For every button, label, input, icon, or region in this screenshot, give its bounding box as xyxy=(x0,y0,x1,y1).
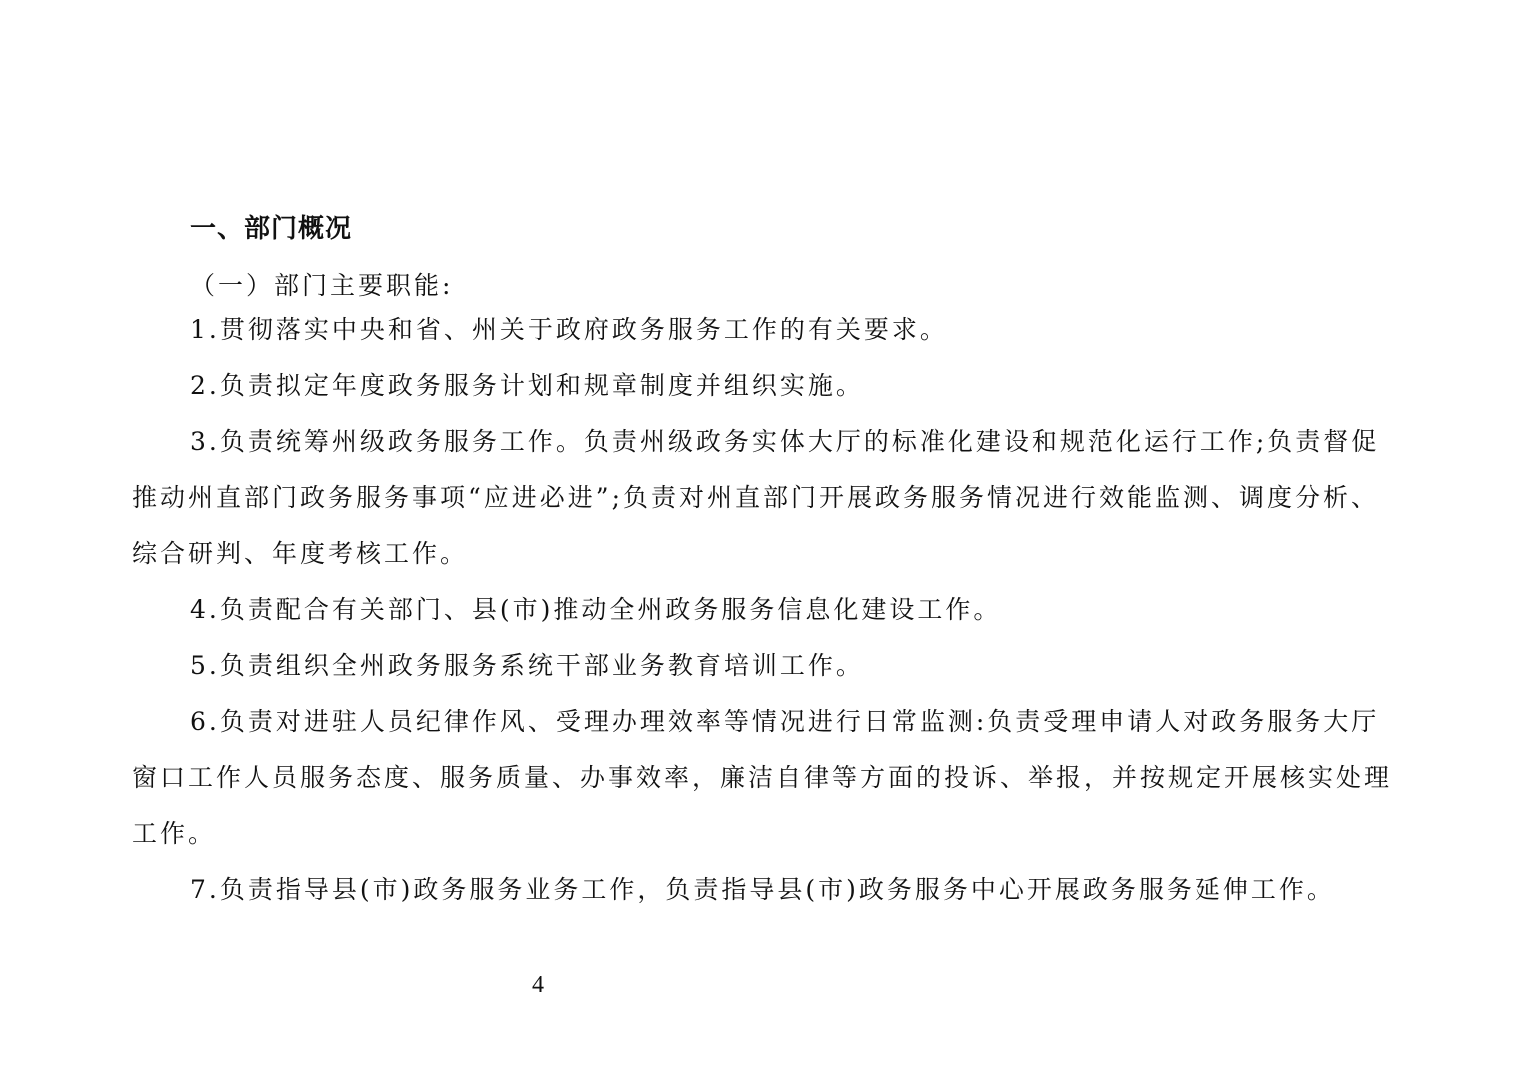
duty-item-6: 6.负责对进驻人员纪律作风、受理办理效率等情况进行日常监测:负责受理申请人对政务服务大厅窗口工作人员服务态度、服务质量、办事效率，廉洁自律等方面的投诉、举报，并按规定开展核实处理工作。 xyxy=(132,707,1393,848)
duty-item-5: 5.负责组织全州政务服务系统干部业务教育培训工作。 xyxy=(190,651,864,680)
page-number: 4 xyxy=(532,972,544,998)
duty-item-2: 2.负责拟定年度政务服务计划和规章制度并组织实施。 xyxy=(190,371,864,400)
duty-item-7: 7.负责指导县(市)政务服务业务工作，负责指导县(市)政务服务中心开展政务服务延伸工作。 xyxy=(190,875,1335,904)
section-heading: 一、部门概况 xyxy=(190,214,353,244)
duty-item-1: 1.贯彻落实中央和省、州关于政府政务服务工作的有关要求。 xyxy=(190,315,948,344)
subsection-heading: （一）部门主要职能: xyxy=(190,271,454,300)
duty-item-3: 3.负责统筹州级政务服务工作。负责州级政务实体大厅的标准化建设和规范化运行工作;负责督促推动州直部门政务服务事项“应进必进”;负责对州直部门开展政务服务情况进行效能监测、调度分析、综合研判、年度考核工作。 xyxy=(132,427,1380,568)
duty-item-4: 4.负责配合有关部门、县(市)推动全州政务服务信息化建设工作。 xyxy=(190,595,1002,624)
